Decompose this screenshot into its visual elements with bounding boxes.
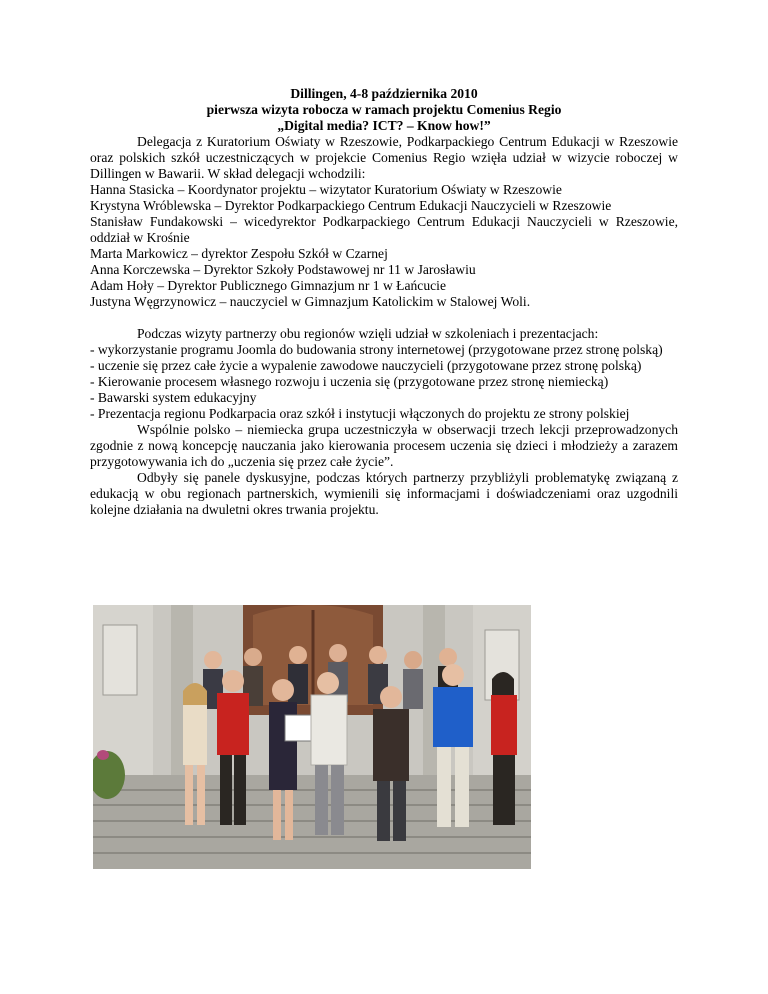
delegation-member: Stanisław Fundakowski – wicedyrektor Podkarpackiego Centrum Edukacji Nauczycieli w Rzeszowie, oddział w Krośnie	[90, 214, 678, 245]
panels-paragraph: Odbyły się panele dyskusyjne, podczas których partnerzy przybliżyli problematykę związaną z edukacją w obu regionach partnerskich, wymienili się informacjami i doświadczeniami oraz uzgodnili kolejne działania na dwuletni okres trwania projektu.	[90, 470, 678, 517]
activities-list	[90, 342, 678, 422]
delegation-member: Marta Markowicz – dyrektor Zespołu Szkół w Czarnej	[90, 246, 388, 261]
paragraph-spacer	[90, 310, 678, 326]
observation-paragraph: Wspólnie polsko – niemiecka grupa uczestniczyła w obserwacji trzech lekcji przeprowadzonych zgodnie z nową koncepcję nauczania jako kierowania procesem uczenia się dzieci i młodzieży a zarazem przygotowywania ich do „uczenia się przez całe życie”.	[90, 422, 678, 469]
title-visit: pierwsza wizyta robocza w ramach projektu Comenius Regio	[206, 102, 562, 117]
delegation-member: Hanna Stasicka – Koordynator projektu – wizytator Kuratorium Oświaty w Rzeszowie	[90, 182, 562, 197]
intro-paragraph: Delegacja z Kuratorium Oświaty w Rzeszowie, Podkarpackiego Centrum Edukacji w Rzeszowie oraz polskich szkół uczestniczących w projekcie Comenius Regio wzięła udział w wizycie roboczej w Dillingen w Bawarii. W skład delegacji wchodzili:	[90, 134, 678, 181]
delegation-member: Justyna Węgrzynowicz – nauczyciel w Gimnazjum Katolickim w Stalowej Woli.	[90, 294, 531, 309]
group-photo	[93, 605, 531, 869]
delegation-member: Adam Hoły – Dyrektor Publicznego Gimnazjum nr 1 w Łańcucie	[90, 278, 446, 293]
activity-item: - Kierowanie procesem własnego rozwoju i uczenia się (przygotowane przez stronę niemiecką)	[90, 374, 609, 389]
activity-item: - Bawarski system edukacyjny	[90, 390, 257, 405]
title-date-place: Dillingen, 4-8 października 2010	[290, 86, 478, 101]
title-project-name: „Digital media? ICT? – Know how!”	[277, 118, 491, 133]
delegation-member: Krystyna Wróblewska – Dyrektor Podkarpackiego Centrum Edukacji Nauczycieli w Rzeszowie	[90, 198, 612, 213]
document-body	[90, 86, 678, 518]
delegation-member: Anna Korczewska – Dyrektor Szkoły Podstawowej nr 11 w Jarosławiu	[90, 262, 476, 277]
delegation-list	[90, 182, 678, 310]
group-photo-illustration	[93, 605, 531, 869]
activity-item: - uczenie się przez całe życie a wypalenie zawodowe nauczycieli (przygotowane przez stronę polską)	[90, 358, 642, 373]
activities-intro: Podczas wizyty partnerzy obu regionów wzięli udział w szkoleniach i prezentacjach:	[137, 326, 599, 341]
activity-item: - wykorzystanie programu Joomla do budowania strony internetowej (przygotowane przez stronę polską)	[90, 342, 663, 357]
activity-item: - Prezentacja regionu Podkarpacia oraz szkół i instytucji włączonych do projektu ze strony polskiej	[90, 406, 630, 421]
